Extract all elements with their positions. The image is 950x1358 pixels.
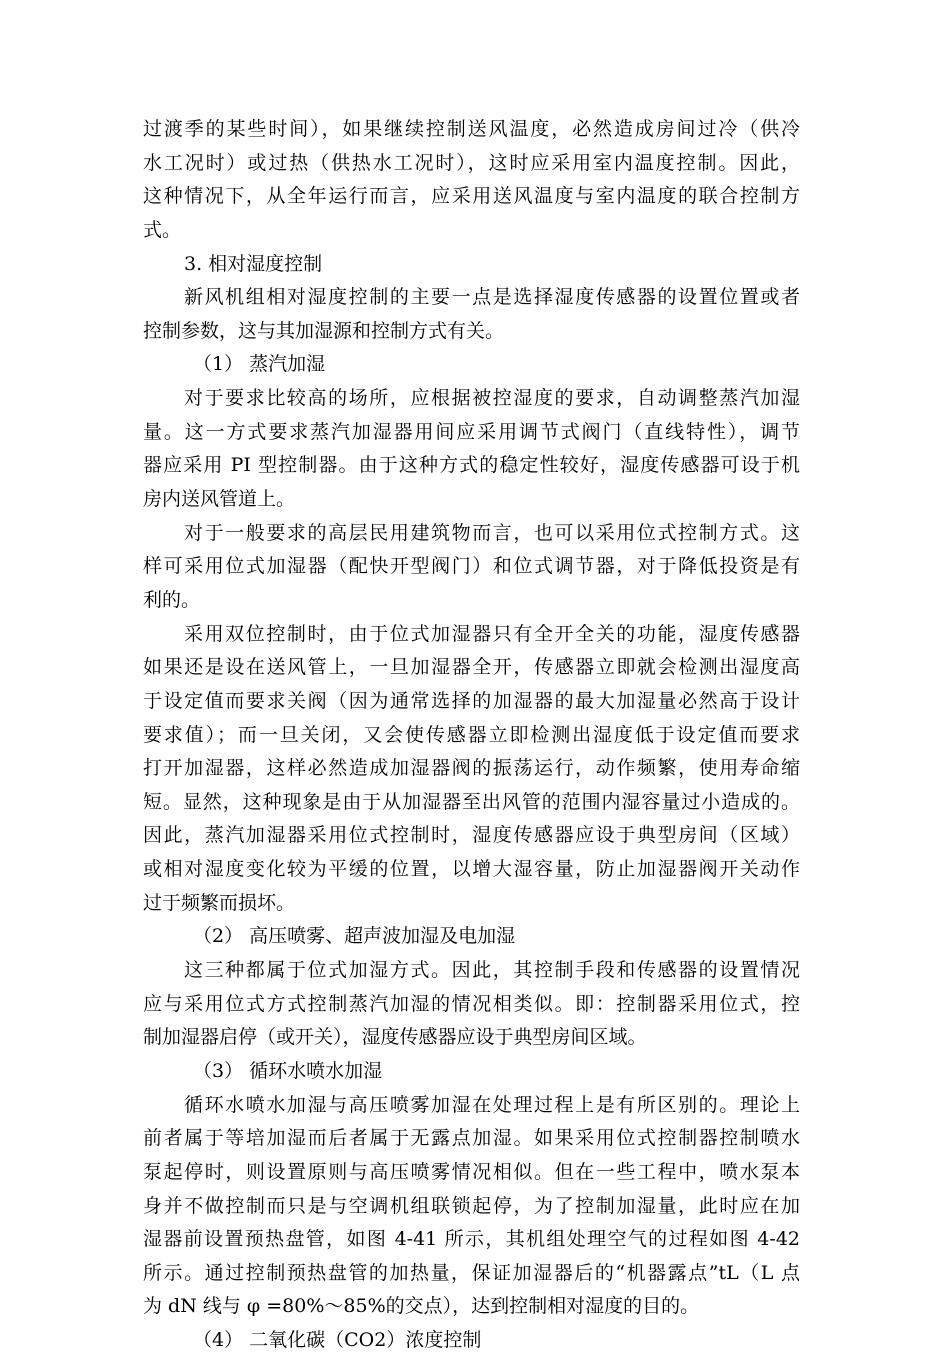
text-line: 量。这一方式要求蒸汽加湿器用间应采用调节式阀门（直线特性），调节: [143, 420, 800, 443]
text-line: 为 dN 线与 φ =80%～85%的交点），达到控制相对湿度的目的。: [143, 1295, 700, 1318]
text-line: 新风机组相对湿度控制的主要一点是选择湿度传感器的设置位置或者: [184, 286, 800, 309]
text-line: 器应采用 PI 型控制器。由于这种方式的稳定性较好，湿度传感器可设于机: [143, 454, 800, 477]
text-line: 身并不做控制而只是与空调机组联锁起停，为了控制加湿量，此时应在加: [143, 1194, 800, 1217]
text-line: 3. 相对湿度控制: [184, 252, 323, 275]
text-line: （4） 二氧化碳（CO2）浓度控制: [193, 1329, 482, 1352]
text-line: 利的。: [143, 588, 201, 611]
text-line: 循环水喷水加湿与高压喷雾加湿在处理过程上是有所区别的。理论上: [184, 1093, 800, 1116]
text-line: （3） 循环水喷水加湿: [193, 1059, 383, 1082]
text-line: 过于频繁而损坏。: [143, 891, 296, 914]
text-line: 对于要求比较高的场所，应根据被控湿度的要求，自动调整蒸汽加湿: [184, 387, 800, 410]
text-line: 式。: [143, 218, 182, 241]
text-line: 湿器前设置预热盘管，如图 4-41 所示，其机组处理空气的过程如图 4-42: [143, 1228, 800, 1251]
text-line: （1） 蒸汽加湿: [193, 353, 326, 376]
text-line: 样可采用位式加湿器（配快开型阀门）和位式调节器，对于降低投资是有: [143, 555, 800, 578]
text-line: 短。显然，这种现象是由于从加湿器至出风管的范围内湿容量过小造成的。: [143, 790, 800, 813]
text-line: 这种情况下，从全年运行而言，应采用送风温度与室内温度的联合控制方: [143, 185, 800, 208]
text-line: 水工况时）或过热（供热水工况时），这时应采用室内温度控制。因此，: [143, 151, 800, 174]
text-line: 对于一般要求的高层民用建筑物而言，也可以采用位式控制方式。这: [184, 521, 800, 544]
text-line: 于设定值而要求关阀（因为通常选择的加湿器的最大加湿量必然高于设计: [143, 689, 800, 712]
text-line: 应与采用位式方式控制蒸汽加湿的情况相类似。即：控制器采用位式，控: [143, 992, 800, 1015]
text-line: 制加湿器启停（或开关），湿度传感器应设于典型房间区域。: [143, 1026, 647, 1049]
text-line: 采用双位控制时，由于位式加湿器只有全开全关的功能，湿度传感器: [184, 622, 800, 645]
text-line: 过渡季的某些时间），如果继续控制送风温度，必然造成房间过冷（供冷: [143, 118, 800, 140]
text-line: 因此，蒸汽加湿器采用位式控制时，湿度传感器应设于典型房间（区域）: [143, 824, 800, 847]
text-line: （2） 高压喷雾、超声波加湿及电加湿: [193, 925, 516, 948]
document-body: [143, 113, 800, 1358]
text-line: 如果还是设在送风管上，一旦加湿器全开，传感器立即就会检测出湿度高: [143, 656, 800, 679]
text-line: 要求值）；而一旦关闭，又会使传感器立即检测出湿度低于设定值而要求: [143, 723, 800, 746]
text-line: 控制参数，这与其加湿源和控制方式有关。: [143, 319, 505, 342]
text-line: 这三种都属于位式加湿方式。因此，其控制手段和传感器的设置情况: [184, 959, 800, 982]
text-line: 或相对湿度变化较为平缓的位置，以增大湿容量，防止加湿器阀开关动作: [143, 858, 800, 881]
text-line: 前者属于等培加湿而后者属于无露点加湿。如果采用位式控制器控制喷水: [143, 1127, 800, 1150]
text-line: 打开加湿器，这样必然造成加湿器阀的振荡运行，动作频繁，使用寿命缩: [143, 757, 800, 780]
text-line: 所示。通过控制预热盘管的加热量，保证加湿器后的“机器露点”tL（L 点: [143, 1261, 800, 1284]
text-line: 房内送风管道上。: [143, 488, 296, 511]
text-line: 泵起停时，则设置原则与高压喷雾情况相似。但在一些工程中，喷水泵本: [143, 1160, 800, 1183]
